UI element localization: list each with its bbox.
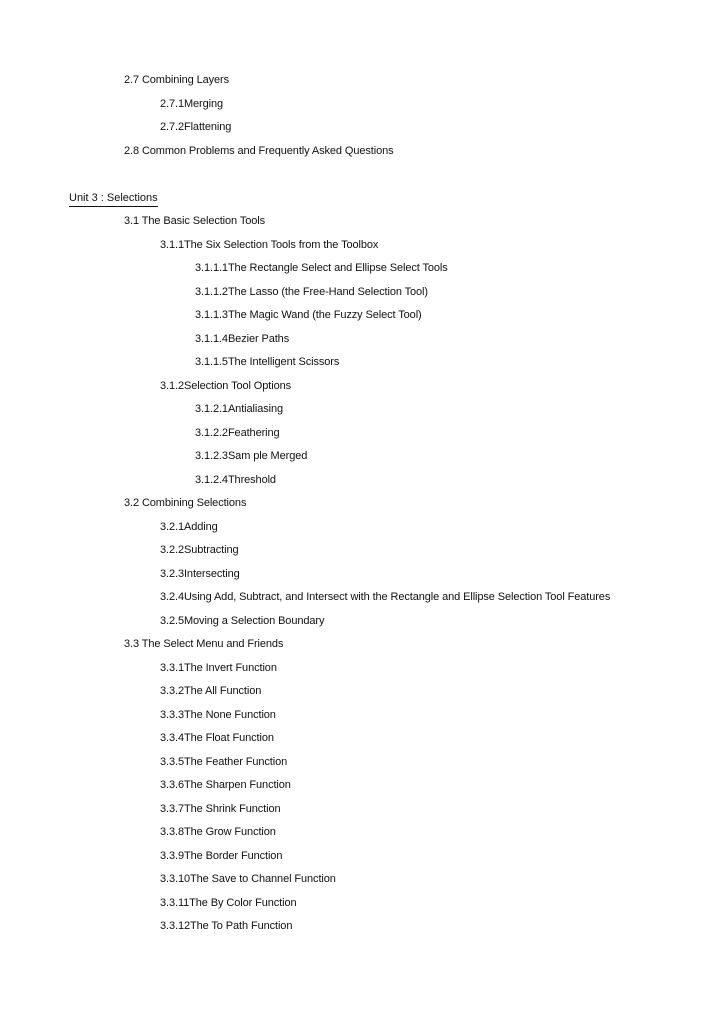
toc-entry-3-1-1-4: 3.1.1.4Bezier Paths xyxy=(195,333,290,345)
toc-entry-3-3-12: 3.3.12The To Path Function xyxy=(160,920,293,932)
toc-entry-3-3-10: 3.3.10The Save to Channel Function xyxy=(160,873,336,885)
toc-entry-3-1-2-1: 3.1.2.1Antialiasing xyxy=(195,403,283,415)
toc-entry-3-3-3: 3.3.3The None Function xyxy=(160,709,276,721)
toc-entry-3-1-2-3: 3.1.2.3Sam ple Merged xyxy=(195,450,308,462)
toc-entry-3-3-8: 3.3.8The Grow Function xyxy=(160,826,276,838)
toc-entry-3-2-5: 3.2.5Moving a Selection Boundary xyxy=(160,615,325,627)
toc-entry-2-7-1: 2.7.1Merging xyxy=(160,98,224,110)
toc-entry-3-3-1: 3.3.1The Invert Function xyxy=(160,662,277,674)
toc-entry-2-7-2: 2.7.2Flattening xyxy=(160,121,232,133)
toc-entry-3-3-4: 3.3.4The Float Function xyxy=(160,732,274,744)
toc-entry-3-1-1-5: 3.1.1.5The Intelligent Scissors xyxy=(195,356,340,368)
toc-entry-3-2-1: 3.2.1Adding xyxy=(160,521,218,533)
toc-entry-3-1: 3.1 The Basic Selection Tools xyxy=(124,215,266,227)
unit-3-heading: Unit 3 : Selections xyxy=(69,191,158,207)
toc-entry-3-2: 3.2 Combining Selections xyxy=(124,497,247,509)
toc-entry-3-2-2: 3.2.2Subtracting xyxy=(160,544,239,556)
toc-entry-3-1-1-3: 3.1.1.3The Magic Wand (the Fuzzy Select Tool) xyxy=(195,309,422,321)
toc-entry-3-3-6: 3.3.6The Sharpen Function xyxy=(160,779,291,791)
toc-entry-3-1-1: 3.1.1The Six Selection Tools from the Toolbox xyxy=(160,239,379,251)
toc-entry-3-2-4: 3.2.4Using Add, Subtract, and Intersect with the Rectangle and Ellipse Selection Tool Features xyxy=(160,591,611,603)
toc-entry-3-3-2: 3.3.2The All Function xyxy=(160,685,262,697)
toc-entry-3-3-5: 3.3.5The Feather Function xyxy=(160,756,288,768)
toc-entry-3-2-3: 3.2.3Intersecting xyxy=(160,568,240,580)
toc-entry-2-7: 2.7 Combining Layers xyxy=(124,74,230,86)
toc-entry-3-1-2-4: 3.1.2.4Threshold xyxy=(195,474,276,486)
toc-entry-3-1-2: 3.1.2Selection Tool Options xyxy=(160,380,292,392)
toc-entry-3-1-2-2: 3.1.2.2Feathering xyxy=(195,427,280,439)
toc-entry-3-3-9: 3.3.9The Border Function xyxy=(160,850,283,862)
toc-entry-3-1-1-1: 3.1.1.1The Rectangle Select and Ellipse Select Tools xyxy=(195,262,448,274)
toc-entry-3-3: 3.3 The Select Menu and Friends xyxy=(124,638,284,650)
toc-entry-3-1-1-2: 3.1.1.2The Lasso (the Free-Hand Selection Tool) xyxy=(195,286,428,298)
toc-entry-2-8: 2.8 Common Problems and Frequently Asked Questions xyxy=(124,145,394,157)
toc-entry-3-3-11: 3.3.11The By Color Function xyxy=(160,897,297,909)
toc-entry-3-3-7: 3.3.7The Shrink Function xyxy=(160,803,281,815)
